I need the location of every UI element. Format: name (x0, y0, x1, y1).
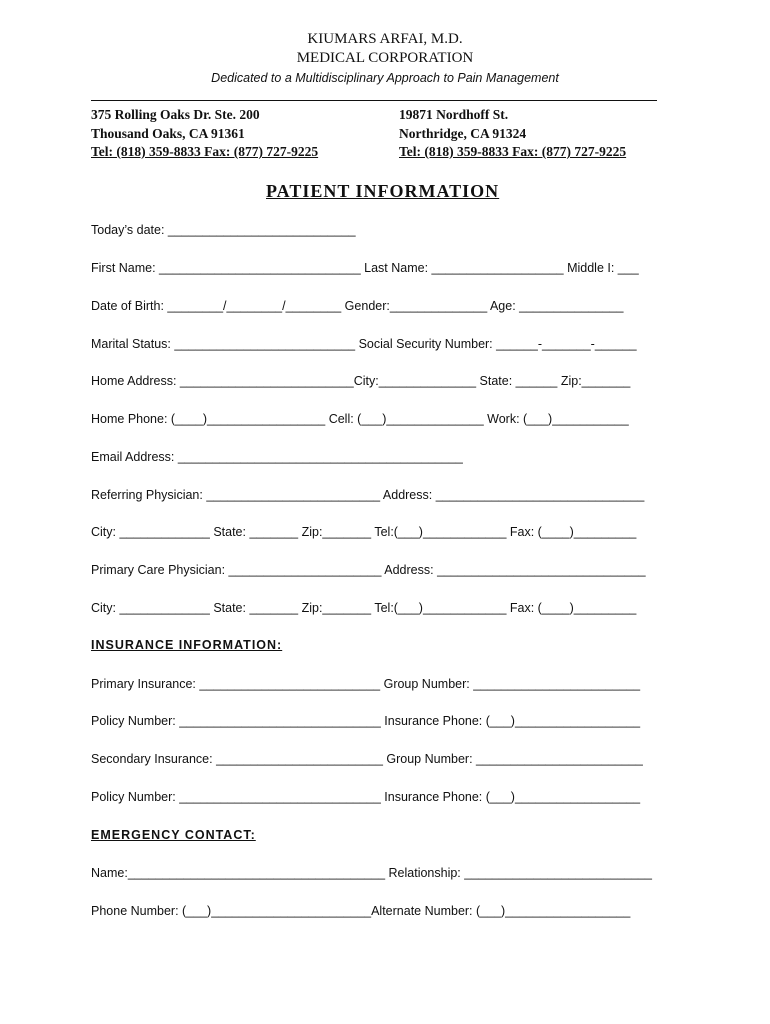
patient-name-fields[interactable]: First Name: _____________________________ Last Name: ___________________ Middle I: ___ (91, 261, 639, 275)
insurance-section-heading: INSURANCE INFORMATION: (91, 638, 283, 652)
corporation-name: MEDICAL CORPORATION (296, 50, 474, 66)
primary-care-city-fields[interactable]: City: _____________ State: _______ Zip:_______ Tel:(___)____________ Fax: (____)_________ (91, 601, 637, 615)
primary-policy-fields[interactable]: Policy Number: _____________________________ Insurance Phone: (___)__________________ (91, 714, 641, 728)
home-address-fields[interactable]: Home Address: _________________________City:______________ State: ______ Zip:_______ (91, 374, 631, 388)
page-title: PATIENT INFORMATION (266, 181, 500, 201)
primary-care-physician-fields[interactable]: Primary Care Physician: ______________________ Address: ______________________________ (91, 563, 646, 577)
header-divider (91, 100, 657, 101)
right-address-tel: Tel: (818) 359-8833 Fax: (877) 727-9225 (399, 144, 627, 159)
tagline: Dedicated to a Multidisciplinary Approach to Pain Management (211, 71, 559, 85)
left-address-tel: Tel: (818) 359-8833 Fax: (877) 727-9225 (91, 144, 319, 159)
emergency-contact-phone-fields[interactable]: Phone Number: (___)_______________________Alternate Number: (___)__________________ (91, 904, 631, 918)
dob-gender-age-fields[interactable]: Date of Birth: ________/________/________ Gender:______________ Age: _______________ (91, 299, 624, 313)
left-address-line1: 375 Rolling Oaks Dr. Ste. 200 (91, 107, 260, 122)
emergency-contact-name-fields[interactable]: Name:_____________________________________ Relationship: ___________________________ (91, 866, 652, 880)
secondary-insurance-fields[interactable]: Secondary Insurance: ________________________ Group Number: ________________________ (91, 752, 643, 766)
left-address-line2: Thousand Oaks, CA 91361 (91, 125, 245, 141)
right-address-line2: Northridge, CA 91324 (399, 125, 527, 141)
emergency-section-heading: EMERGENCY CONTACT: (91, 828, 256, 842)
right-office-address (399, 106, 626, 162)
referring-physician-fields[interactable]: Referring Physician: _________________________ Address: ______________________________ (91, 488, 645, 502)
right-address-line1: 19871 Nordhoff St. (399, 107, 509, 122)
primary-insurance-fields[interactable]: Primary Insurance: __________________________ Group Number: ________________________ (91, 677, 641, 691)
marital-ssn-fields[interactable]: Marital Status: __________________________ Social Security Number: ______-_______-______ (91, 337, 637, 351)
doctor-name: KIUMARS ARFAI, M.D. (307, 31, 463, 47)
todays-date-field[interactable]: Today’s date: ___________________________ (91, 223, 356, 237)
left-office-address (91, 106, 318, 162)
referring-city-fields[interactable]: City: _____________ State: _______ Zip:_______ Tel:(___)____________ Fax: (____)_________ (91, 525, 637, 539)
phone-fields[interactable]: Home Phone: (____)_________________ Cell: (___)______________ Work: (___)___________ (91, 412, 629, 426)
secondary-policy-fields[interactable]: Policy Number: _____________________________ Insurance Phone: (___)__________________ (91, 790, 641, 804)
email-field[interactable]: Email Address: _________________________________________ (91, 450, 463, 464)
